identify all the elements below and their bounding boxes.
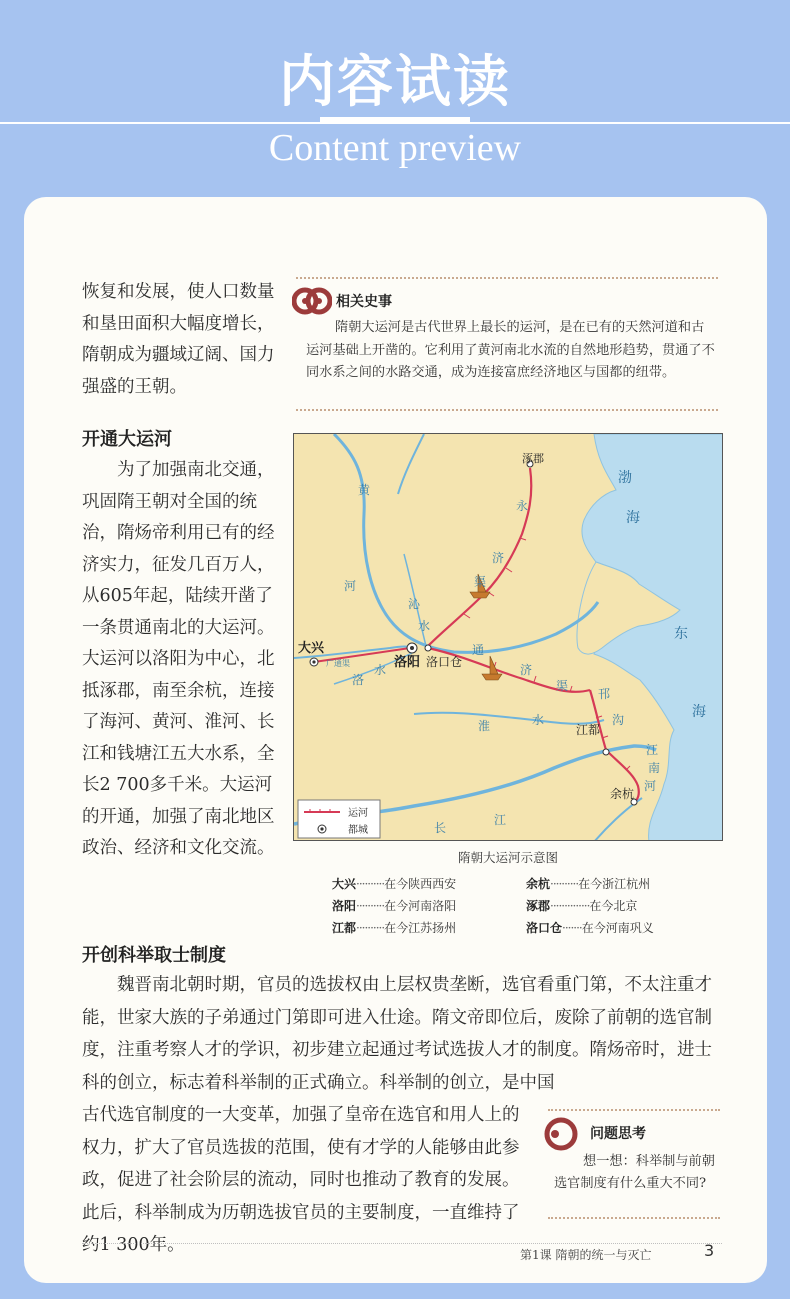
- canal-paragraph: 为了加强南北交通，巩固隋王朝对全国的统治，隋炀帝利用已有的经济实力，征发几百万人，从605年起，陆续开凿了一条贯通南北的大运河。大运河以洛阳为中心，北抵涿郡，南至余杭，连接了海河、黄河、淮河、长江和钱塘江五大水系，全长2 700多千米。大运河的开通，加强了南北地区政治、经济和文化交流。: [82, 460, 275, 858]
- river-label: 沟: [612, 713, 625, 727]
- city-label-luokoucang: 洛口仓: [426, 655, 463, 669]
- intro-paragraph: 恢复和发展，使人口数量和垦田面积大幅度增长，隋朝成为疆域辽阔、国力强盛的王朝。: [82, 282, 275, 397]
- book-page: [24, 197, 767, 1283]
- river-label: 江: [646, 743, 659, 757]
- river-label: 黄: [358, 483, 371, 497]
- river-label: 邗: [598, 687, 611, 701]
- city-label-yuhang: 余杭: [610, 787, 635, 801]
- map-legend: [298, 800, 380, 838]
- history-swirl-icon: [292, 285, 332, 317]
- related-history-title: 相关史事: [336, 294, 392, 310]
- place-legend-item: 大兴··········在今陕西西安: [332, 877, 457, 891]
- boat-icon: [470, 574, 502, 680]
- map-caption: 隋朝大运河示意图: [457, 850, 558, 865]
- think-title: 问题思考: [590, 1126, 646, 1142]
- river-label: 济: [492, 551, 505, 565]
- legend-label-capital: 都城: [348, 825, 368, 836]
- city-label-zhuojun: 涿郡: [522, 452, 544, 465]
- river-label: 河: [344, 579, 357, 593]
- place-legend-item: 余杭··········在今浙江杭州: [526, 877, 651, 891]
- related-history-box: [296, 277, 718, 411]
- river-label: 洛: [352, 673, 365, 687]
- place-legend-item: 洛阳··········在今河南洛阳: [332, 899, 457, 913]
- river-label: 永: [516, 499, 529, 513]
- legend-label-canal: 运河: [348, 808, 368, 819]
- section-heading-exam: 开创科举取士制度: [82, 945, 226, 966]
- map-canvas: [294, 434, 723, 841]
- river-label: 河: [644, 779, 657, 793]
- river-label: 沁: [408, 597, 421, 611]
- water-label: 渤: [618, 470, 632, 486]
- river-label: 渠: [556, 679, 569, 693]
- river-label: 淮: [478, 719, 491, 733]
- canal-yongji: [428, 468, 531, 646]
- city-label-luoyang: 洛阳: [394, 655, 421, 670]
- question-circle-icon: [544, 1117, 578, 1151]
- river-label: 南: [648, 761, 661, 775]
- place-legend-item: 涿郡··············在今北京: [526, 899, 638, 913]
- river-label: 水: [418, 619, 431, 633]
- page-number: 3: [704, 1241, 715, 1260]
- water-label: 海: [692, 704, 706, 720]
- river-label: 通: [472, 643, 485, 657]
- city-label-daxing: 大兴: [298, 641, 325, 656]
- exam-paragraph-narrow: 古代选官制度的一大变革，加强了皇帝在选官和用人上的权力，扩大了官员选拔的范围，使有才学的人能够由此参政，促进了社会阶层的流动，同时也推动了教育的发展。此后，科举制成为历朝选拔官员的主要制度，一直维持了约1 300年。: [82, 1105, 520, 1255]
- water-label: 东: [674, 626, 688, 642]
- think-text: 想一想：科举制与前朝选官制度有什么重大不同?: [554, 1154, 715, 1191]
- river-label: 水: [374, 663, 387, 677]
- related-history-text: 隋朝大运河是古代世界上最长的运河，是在已有的天然河道和古运河基础上开凿的。它利用了黄河南北水流的自然地形趋势，贯通了不同水系之间的水路交通，成为连接富庶经济地区与国都的纽带。: [306, 320, 715, 380]
- think-question-box: [548, 1109, 720, 1219]
- page-subtitle: Content preview: [268, 127, 522, 169]
- yellow-river: [334, 434, 598, 652]
- river-label: 渠: [474, 575, 487, 589]
- exam-paragraph-full: 魏晋南北朝时期，官员的选拔权由上层权贵垄断，选官看重门第，不太注重才能，世家大族的子弟通过门第即可进入仕途。隋文帝即位后，废除了前朝的选官制度，注重考察人才的学识，初步建立起通过考试选拔人才的制度。隋炀帝时，进士科的创立，标志着科举制的正式确立。科举制的创立，是中国: [82, 975, 712, 1093]
- footer-divider: [82, 1243, 722, 1244]
- section-heading-canal: 开通大运河: [82, 429, 172, 450]
- page-title: 内容试读: [279, 50, 511, 115]
- river-label: 济: [520, 663, 533, 677]
- yellow-river-upper: [398, 434, 424, 494]
- river-label-guangtong: 广通渠: [326, 659, 350, 668]
- grand-canal-map: [293, 433, 723, 841]
- footer-lesson-title: 第1课 隋朝的统一与灭亡: [520, 1248, 652, 1262]
- city-label-jiangdu: 江都: [576, 723, 601, 737]
- water-label: 海: [626, 510, 640, 526]
- header-rule-accent: [320, 117, 470, 123]
- river-label: 江: [494, 813, 507, 827]
- place-legend-item: 江都··········在今江苏扬州: [332, 921, 457, 935]
- river-label: 水: [532, 713, 545, 727]
- river-label: 长: [434, 821, 447, 835]
- place-legend-item: 洛口仓·······在今河南巩义: [526, 921, 654, 935]
